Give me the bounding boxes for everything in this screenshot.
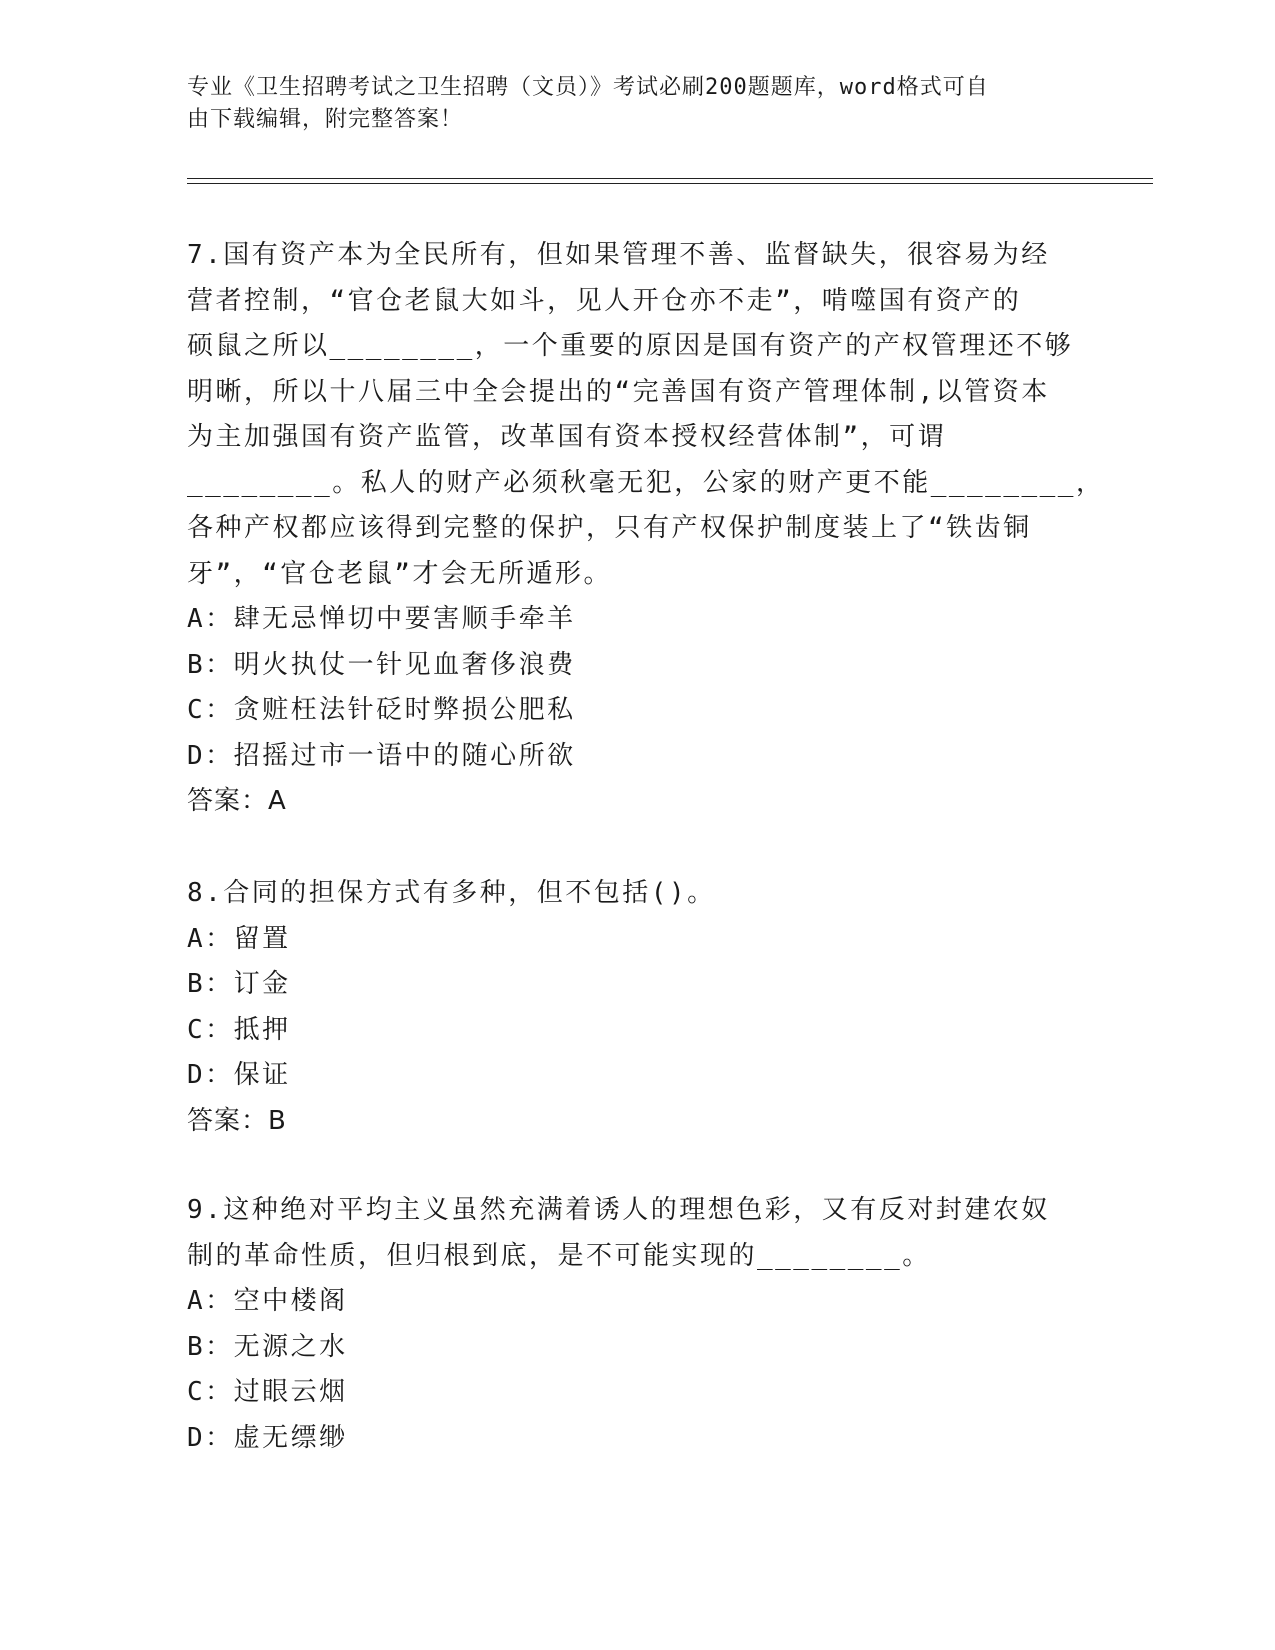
option-c: C：抵押 bbox=[187, 1014, 291, 1045]
document-header bbox=[187, 72, 1067, 136]
question-text-line: 制的革命性质，但归根到底，是不可能实现的________。 bbox=[187, 1240, 931, 1271]
question-text-line: 明晰，所以十八届三中全会提出的“完善国有资产管理体制,以管资本 bbox=[187, 376, 1050, 407]
option-d: D：保证 bbox=[187, 1060, 291, 1090]
option-b: B：无源之水 bbox=[187, 1331, 348, 1362]
header-divider bbox=[187, 178, 1153, 184]
option-a: A：空中楼阁 bbox=[187, 1286, 348, 1316]
answer-label: 答案：A bbox=[187, 786, 287, 816]
question-8 bbox=[187, 871, 1087, 1144]
question-text-line: ________。私人的财产必须秋毫无犯，公家的财产更不能________， bbox=[187, 467, 1105, 498]
option-b: B：明火执仗一针见血奢侈浪费 bbox=[187, 649, 576, 680]
header-line: 由下载编辑，附完整答案！ bbox=[187, 107, 464, 132]
option-a: A：肆无忌惮切中要害顺手牵羊 bbox=[187, 604, 576, 634]
option-a: A：留置 bbox=[187, 923, 291, 954]
question-text-line: 为主加强国有资产监管，改革国有资本授权经营体制”，可谓 bbox=[187, 422, 947, 452]
option-d: D：虚无缥缈 bbox=[187, 1422, 348, 1453]
question-text-line: 硕鼠之所以________，一个重要的原因是国有资产的产权管理还不够 bbox=[187, 331, 1074, 361]
question-text-line: 各种产权都应该得到完整的保护，只有产权保护制度装上了“铁齿铜 bbox=[187, 513, 1032, 543]
header-line: 专业《卫生招聘考试之卫生招聘（文员）》考试必刷200题题库，word格式可自 bbox=[187, 75, 989, 100]
question-text-line: 8.合同的担保方式有多种，但不包括()。 bbox=[187, 878, 716, 908]
question-text-line: 牙”，“官仓老鼠”才会无所遁形。 bbox=[187, 558, 612, 589]
option-c: C：贪赃枉法针砭时弊损公肥私 bbox=[187, 695, 576, 725]
answer-label: 答案：B bbox=[187, 1105, 287, 1136]
question-text-line: 营者控制，“官仓老鼠大如斗，见人开仓亦不走”，啃噬国有资产的 bbox=[187, 285, 1022, 316]
question-9 bbox=[187, 1188, 1087, 1461]
option-d: D：招摇过市一语中的随心所欲 bbox=[187, 740, 576, 771]
question-text-line: 9.这种绝对平均主义虽然充满着诱人的理想色彩，又有反对封建农奴 bbox=[187, 1195, 1050, 1225]
question-7 bbox=[187, 233, 1105, 825]
option-c: C：过眼云烟 bbox=[187, 1377, 348, 1407]
option-b: B：订金 bbox=[187, 969, 291, 999]
question-text-line: 7.国有资产本为全民所有，但如果管理不善、监督缺失，很容易为经 bbox=[187, 240, 1050, 270]
